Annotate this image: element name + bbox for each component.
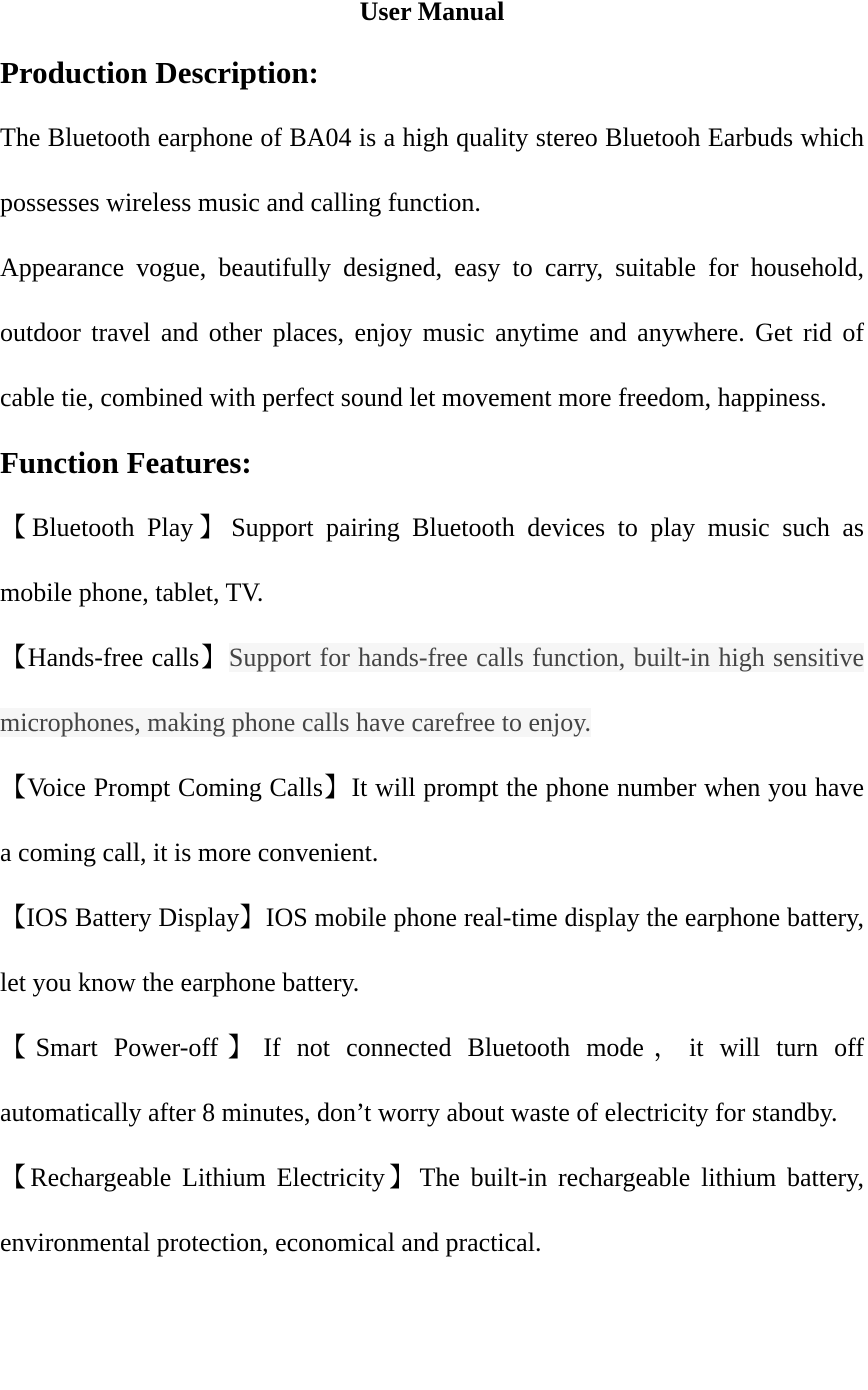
feature-voice-prompt: [0, 755, 864, 885]
feature-text: The built-in rechargeable lithium battery, environmental protection, economical and practical.: [0, 1163, 864, 1257]
document-title: User Manual: [359, 0, 505, 26]
feature-text: Support pairing Bluetooth devices to play music such as mobile phone, tablet, TV.: [0, 513, 864, 607]
feature-tag: 【Rechargeable Lithium Electricity】: [0, 1163, 420, 1192]
feature-text-highlighted: Support for hands-free calls function, built-in high sensitive microphones, making phone calls have carefree to enjoy.: [0, 643, 864, 737]
feature-text: It will prompt the phone number when you have a coming call, it is more convenient.: [0, 773, 865, 867]
feature-smart-power-off: [0, 1015, 864, 1145]
section-heading-production-description: Production Description:: [0, 55, 319, 90]
description-paragraph: The Bluetooth earphone of BA04 is a high quality stereo Bluetooh Earbuds which possesses wireless music and calling function.: [0, 123, 864, 217]
feature-tag: 【Smart Power-off】: [0, 1033, 264, 1062]
feature-ios-battery-display: [0, 885, 864, 1015]
feature-tag: 【Voice Prompt Coming Calls】: [0, 773, 352, 802]
feature-bluetooth-play: [0, 495, 864, 625]
feature-rechargeable-lithium: [0, 1145, 864, 1275]
feature-tag: 【Hands-free calls】: [0, 643, 229, 672]
section-heading-function-features: Function Features:: [0, 445, 252, 480]
feature-hands-free-calls: [0, 625, 864, 755]
feature-tag: 【Bluetooth Play】: [0, 513, 232, 542]
feature-tag: 【IOS Battery Display】: [0, 903, 266, 932]
feature-text: IOS mobile phone real-time display the earphone battery, let you know the earphone battery.: [0, 903, 864, 997]
description-paragraph: Appearance vogue, beautifully designed, easy to carry, suitable for household, outdoor travel and other places, enjoy music anytime and anywhere. Get rid of cable tie, combined with perfect sound let movement more freedom, happiness.: [0, 253, 864, 412]
feature-text: If not connected Bluetooth mode，it will turn off automatically after 8 minutes, don’t worry about waste of electricity for standby.: [0, 1033, 864, 1127]
